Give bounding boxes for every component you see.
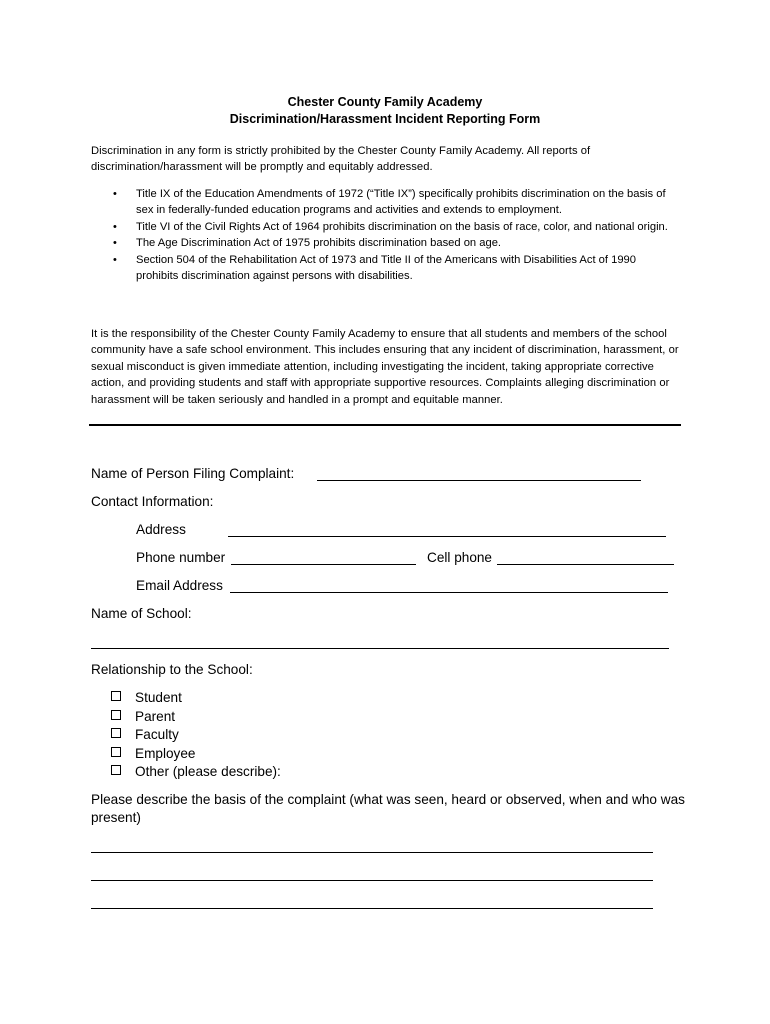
describe-label: Please describe the basis of the complaint (what was seen, heard or observed, when and who was present) — [91, 792, 685, 825]
description-line-3[interactable] — [91, 908, 653, 909]
address-field[interactable] — [228, 536, 666, 537]
address-label: Address — [136, 522, 186, 537]
description-line-1[interactable] — [91, 852, 653, 853]
bullet-icon: • — [113, 220, 117, 233]
page-subtitle: Discrimination/Harassment Incident Reporting Form — [229, 112, 541, 126]
complainant-name-field[interactable] — [317, 480, 641, 481]
complainant-name-label: Name of Person Filing Complaint: — [91, 466, 295, 481]
list-item: • Title VI of the Civil Rights Act of 1964 prohibits discrimination on the basis of race, color, and national origin. — [91, 219, 681, 235]
list-item: • Title IX of the Education Amendments of 1972 (“Title IX”) specifically prohibits discrimination on the basis of sex in federally-funded education programs and activities and extends to employment. — [113, 188, 666, 217]
responsibility-paragraph: It is the responsibility of the Chester County Family Academy to ensure that all students and members of the school community have a safe school environment. This includes ensuring that any incident of discrimination, harassment, or sexual misconduct is given immediate attention, including investigating the incident, taking appropriate corrective action, and providing students and staff with appropriate supportive resources. Complaints alleging discrimination or harassment will be taken seriously and handled in a prompt and equitable manner. — [91, 328, 679, 406]
checkbox-icon[interactable] — [111, 728, 121, 738]
intro-paragraph: Discrimination in any form is strictly prohibited by the Chester County Family Academy. All reports of discrimination/harassment will be promptly and equitably addressed. — [91, 145, 591, 174]
option-other[interactable]: Other (please describe): — [111, 763, 281, 782]
phone-field[interactable] — [231, 564, 416, 565]
checkbox-icon[interactable] — [111, 747, 121, 757]
checkbox-icon[interactable] — [111, 765, 121, 775]
relationship-options — [111, 689, 281, 782]
school-field[interactable] — [91, 648, 669, 649]
bullet-icon: • — [113, 253, 117, 266]
checkbox-icon[interactable] — [111, 691, 121, 701]
email-field[interactable] — [230, 592, 668, 593]
checkbox-icon[interactable] — [111, 710, 121, 720]
contact-info-label: Contact Information: — [91, 494, 214, 509]
bullet-icon: • — [113, 237, 117, 250]
phone-label: Phone number — [136, 550, 226, 565]
law-list — [91, 186, 681, 284]
cell-phone-label: Cell phone — [427, 550, 492, 565]
option-parent[interactable]: Parent — [111, 708, 281, 727]
list-item: • The Age Discrimination Act of 1975 prohibits discrimination based on age. — [91, 235, 681, 251]
cell-phone-field[interactable] — [497, 564, 674, 565]
description-line-2[interactable] — [91, 880, 653, 881]
relationship-label: Relationship to the School: — [91, 662, 253, 677]
option-employee[interactable]: Employee — [111, 745, 281, 764]
list-item: • Section 504 of the Rehabilitation Act of 1973 and Title II of the Americans with Disabilities Act of 1990 prohibits discrimination against persons with disabilities. — [113, 253, 637, 283]
option-faculty[interactable]: Faculty — [111, 726, 281, 745]
page-title: Chester County Family Academy — [287, 95, 483, 109]
bullet-icon: • — [113, 188, 117, 200]
school-label: Name of School: — [91, 606, 192, 621]
option-student[interactable]: Student — [111, 689, 281, 708]
section-divider — [89, 424, 681, 426]
email-label: Email Address — [136, 578, 223, 593]
